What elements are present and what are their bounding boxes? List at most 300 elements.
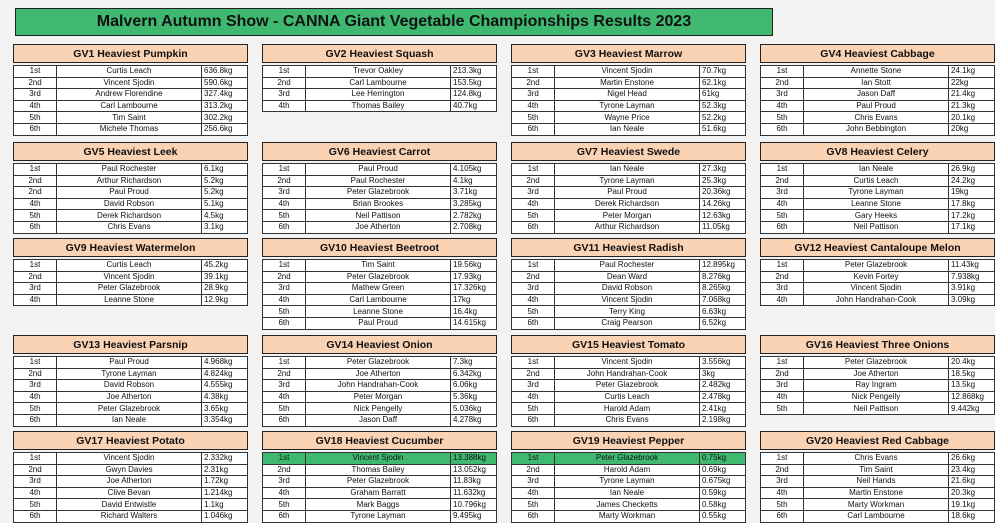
result-weight: 22kg — [949, 77, 995, 89]
result-place: 2nd — [14, 464, 57, 476]
result-row — [14, 476, 248, 488]
results-table — [13, 356, 248, 427]
result-place: 5th — [14, 403, 57, 415]
result-weight: 3.285kg — [451, 198, 497, 210]
result-name: James Checketts — [555, 499, 700, 511]
result-row — [14, 66, 248, 78]
result-weight: 10.796kg — [451, 499, 497, 511]
result-weight: 13.388kg — [451, 453, 497, 465]
result-weight: 18.5kg — [949, 368, 995, 380]
result-name: Trevor Oakley — [306, 66, 451, 78]
result-weight: 17.93kg — [451, 271, 497, 283]
result-weight: 51.6kg — [700, 123, 746, 135]
results-table — [262, 65, 497, 112]
result-name: Jason Daff — [306, 414, 451, 426]
result-weight: 4.278kg — [451, 414, 497, 426]
results-table — [13, 259, 248, 306]
result-row — [14, 414, 248, 426]
page-title: Malvern Autumn Show - CANNA Giant Vegetable Championships Results 2023 — [15, 8, 773, 36]
category-block — [262, 238, 497, 330]
result-place: 6th — [14, 221, 57, 233]
result-weight: 52.2kg — [700, 112, 746, 124]
result-place: 3rd — [263, 187, 306, 199]
result-row — [512, 175, 746, 187]
result-weight: 1.72kg — [202, 476, 248, 488]
result-name: Brian Brookes — [306, 198, 451, 210]
result-name: Peter Glazebrook — [306, 476, 451, 488]
result-weight: 20.4kg — [949, 357, 995, 369]
result-weight: 213.3kg — [451, 66, 497, 78]
result-place: 6th — [263, 221, 306, 233]
result-place: 5th — [512, 403, 555, 415]
result-name: Jason Daff — [804, 89, 949, 101]
result-weight: 636.8kg — [202, 66, 248, 78]
category-title: GV7 Heaviest Swede — [511, 142, 746, 161]
result-place: 4th — [14, 487, 57, 499]
result-weight: 7.068kg — [700, 294, 746, 306]
result-place: 4th — [512, 100, 555, 112]
result-row — [512, 271, 746, 283]
result-row — [263, 210, 497, 222]
result-row — [263, 271, 497, 283]
result-name: Tim Saint — [804, 464, 949, 476]
result-place: 4th — [263, 100, 306, 112]
result-name: Ian Neale — [804, 164, 949, 176]
result-weight: 2.708kg — [451, 221, 497, 233]
result-place: 4th — [761, 487, 804, 499]
result-name: Carl Lambourne — [306, 294, 451, 306]
category-title: GV6 Heaviest Carrot — [262, 142, 497, 161]
result-row — [761, 499, 995, 511]
result-place: 5th — [512, 306, 555, 318]
result-place: 1st — [512, 66, 555, 78]
result-place: 3rd — [512, 380, 555, 392]
result-row — [512, 476, 746, 488]
result-row — [14, 368, 248, 380]
result-name: Martin Enstone — [804, 487, 949, 499]
result-place: 6th — [263, 414, 306, 426]
result-place: 5th — [761, 210, 804, 222]
result-row — [14, 260, 248, 272]
result-name: Vincent Sjodin — [57, 271, 202, 283]
result-weight: 14.615kg — [451, 317, 497, 329]
result-place: 2nd — [14, 77, 57, 89]
result-name: Peter Glazebrook — [306, 357, 451, 369]
result-row — [14, 464, 248, 476]
result-row — [14, 100, 248, 112]
result-weight: 4.105kg — [451, 164, 497, 176]
category-title: GV16 Heaviest Three Onions — [760, 335, 995, 354]
result-row — [14, 175, 248, 187]
result-row — [761, 175, 995, 187]
result-row — [14, 112, 248, 124]
result-row — [761, 112, 995, 124]
result-row — [761, 210, 995, 222]
result-row — [14, 283, 248, 295]
result-row — [512, 306, 746, 318]
category-block — [262, 431, 497, 523]
result-row — [263, 100, 497, 112]
result-weight: 5.036kg — [451, 403, 497, 415]
result-row — [761, 294, 995, 306]
result-weight: 19kg — [949, 187, 995, 199]
result-place: 1st — [14, 66, 57, 78]
result-name: Ray Ingram — [804, 380, 949, 392]
result-row — [512, 77, 746, 89]
result-weight: 313.2kg — [202, 100, 248, 112]
result-place: 1st — [512, 260, 555, 272]
result-row — [512, 464, 746, 476]
result-weight: 11.83kg — [451, 476, 497, 488]
result-place: 1st — [512, 357, 555, 369]
category-block — [13, 238, 248, 306]
result-name: Joe Atherton — [804, 368, 949, 380]
result-weight: 0.59kg — [700, 487, 746, 499]
result-row — [761, 487, 995, 499]
result-place: 2nd — [512, 368, 555, 380]
result-name: Leanne Stone — [57, 294, 202, 306]
result-place: 1st — [512, 453, 555, 465]
result-weight: 4.968kg — [202, 357, 248, 369]
result-weight: 12.9kg — [202, 294, 248, 306]
results-table — [262, 356, 497, 427]
result-name: Tim Saint — [306, 260, 451, 272]
result-place: 3rd — [14, 476, 57, 488]
result-row — [263, 510, 497, 522]
result-row — [263, 89, 497, 101]
result-row — [512, 294, 746, 306]
category-block — [262, 142, 497, 234]
result-name: Paul Proud — [306, 317, 451, 329]
result-name: Martin Enstone — [555, 77, 700, 89]
result-name: Paul Proud — [57, 187, 202, 199]
result-place: 1st — [14, 357, 57, 369]
result-place: 4th — [14, 391, 57, 403]
result-name: Tyrone Layman — [555, 476, 700, 488]
result-row — [14, 391, 248, 403]
results-table — [760, 452, 995, 523]
result-place: 2nd — [761, 77, 804, 89]
result-weight: 6.52kg — [700, 317, 746, 329]
result-row — [14, 403, 248, 415]
result-weight: 3.71kg — [451, 187, 497, 199]
category-title: GV10 Heaviest Beetroot — [262, 238, 497, 257]
result-name: Neil Hands — [804, 476, 949, 488]
result-row — [761, 100, 995, 112]
category-title: GV4 Heaviest Cabbage — [760, 44, 995, 63]
result-weight: 18.6kg — [949, 510, 995, 522]
result-place: 3rd — [14, 380, 57, 392]
result-row — [263, 464, 497, 476]
result-weight: 3.1kg — [202, 221, 248, 233]
result-row — [14, 198, 248, 210]
result-row — [14, 123, 248, 135]
result-name: Nick Pengelly — [804, 391, 949, 403]
result-place: 4th — [512, 391, 555, 403]
category-block — [760, 335, 995, 415]
result-weight: 23.4kg — [949, 464, 995, 476]
result-row — [14, 271, 248, 283]
result-weight: 24.1kg — [949, 66, 995, 78]
result-name: Vincent Sjodin — [306, 453, 451, 465]
result-name: John Handrahan-Cook — [555, 368, 700, 380]
result-name: Vincent Sjodin — [57, 77, 202, 89]
result-weight: 17.326kg — [451, 283, 497, 295]
result-name: Tim Saint — [57, 112, 202, 124]
result-name: Michele Thomas — [57, 123, 202, 135]
result-name: Marty Workman — [804, 499, 949, 511]
result-weight: 45.2kg — [202, 260, 248, 272]
category-block — [511, 238, 746, 330]
result-weight: 24.2kg — [949, 175, 995, 187]
result-name: Carl Lambourne — [57, 100, 202, 112]
result-place: 6th — [512, 317, 555, 329]
result-weight: 1.1kg — [202, 499, 248, 511]
result-weight: 7.938kg — [949, 271, 995, 283]
result-place: 5th — [263, 306, 306, 318]
result-name: Joe Atherton — [306, 368, 451, 380]
category-block — [13, 431, 248, 523]
category-title: GV14 Heaviest Onion — [262, 335, 497, 354]
result-name: Arthur Richardson — [555, 221, 700, 233]
result-place: 3rd — [14, 283, 57, 295]
result-weight: 39.1kg — [202, 271, 248, 283]
result-row — [512, 487, 746, 499]
result-row — [263, 357, 497, 369]
result-place: 3rd — [263, 283, 306, 295]
result-name: David Robson — [555, 283, 700, 295]
result-place: 4th — [14, 100, 57, 112]
result-name: Ian Stott — [804, 77, 949, 89]
result-weight: 2.198kg — [700, 414, 746, 426]
result-name: Vincent Sjodin — [555, 357, 700, 369]
result-place: 2nd — [263, 77, 306, 89]
result-place: 2nd — [14, 271, 57, 283]
result-row — [14, 187, 248, 199]
result-name: Peter Morgan — [306, 391, 451, 403]
result-name: Ian Neale — [555, 123, 700, 135]
result-weight: 11.43kg — [949, 260, 995, 272]
result-row — [761, 380, 995, 392]
result-name: Nigel Head — [555, 89, 700, 101]
result-row — [761, 453, 995, 465]
result-row — [512, 414, 746, 426]
result-weight: 5.1kg — [202, 198, 248, 210]
result-place: 2nd — [512, 77, 555, 89]
result-place: 5th — [761, 403, 804, 415]
result-place: 2nd — [512, 271, 555, 283]
result-row — [14, 294, 248, 306]
result-place: 1st — [263, 66, 306, 78]
results-table — [511, 65, 746, 136]
result-place: 1st — [512, 164, 555, 176]
result-place: 3rd — [761, 187, 804, 199]
results-table — [511, 163, 746, 234]
result-place: 2nd — [263, 464, 306, 476]
result-weight: 1.046kg — [202, 510, 248, 522]
category-title: GV5 Heaviest Leek — [13, 142, 248, 161]
result-place: 3rd — [761, 476, 804, 488]
result-row — [512, 391, 746, 403]
result-name: Neil Pattison — [804, 403, 949, 415]
result-row — [761, 510, 995, 522]
result-name: Joe Atherton — [57, 476, 202, 488]
result-name: Tyrone Layman — [555, 100, 700, 112]
result-place: 1st — [761, 260, 804, 272]
result-row — [761, 89, 995, 101]
result-place: 3rd — [14, 89, 57, 101]
result-row — [263, 403, 497, 415]
result-row — [14, 221, 248, 233]
result-row — [512, 100, 746, 112]
result-weight: 3.65kg — [202, 403, 248, 415]
result-weight: 13.5kg — [949, 380, 995, 392]
result-row — [761, 283, 995, 295]
result-weight: 124.8kg — [451, 89, 497, 101]
result-weight: 11.05kg — [700, 221, 746, 233]
result-row — [761, 476, 995, 488]
category-title: GV13 Heaviest Parsnip — [13, 335, 248, 354]
result-weight: 14.26kg — [700, 198, 746, 210]
result-name: Peter Glazebrook — [306, 187, 451, 199]
result-name: Peter Glazebrook — [306, 271, 451, 283]
result-weight: 16.4kg — [451, 306, 497, 318]
category-title: GV3 Heaviest Marrow — [511, 44, 746, 63]
result-weight: 40.7kg — [451, 100, 497, 112]
result-row — [263, 499, 497, 511]
result-weight: 19.1kg — [949, 499, 995, 511]
result-name: Joe Atherton — [306, 221, 451, 233]
result-name: Paul Proud — [57, 357, 202, 369]
result-weight: 27.3kg — [700, 164, 746, 176]
result-weight: 17kg — [451, 294, 497, 306]
result-row — [761, 164, 995, 176]
result-weight: 26.6kg — [949, 453, 995, 465]
results-table — [13, 65, 248, 136]
category-title: GV11 Heaviest Radish — [511, 238, 746, 257]
category-title: GV17 Heaviest Potato — [13, 431, 248, 450]
result-name: David Robson — [57, 198, 202, 210]
result-place: 4th — [761, 391, 804, 403]
result-name: Chris Evans — [555, 414, 700, 426]
result-row — [263, 453, 497, 465]
result-row — [761, 403, 995, 415]
result-place: 3rd — [263, 89, 306, 101]
result-row — [14, 499, 248, 511]
result-row — [512, 210, 746, 222]
result-place: 6th — [761, 221, 804, 233]
results-table — [511, 259, 746, 330]
result-name: Tyrone Layman — [306, 510, 451, 522]
result-name: Derek Richardson — [555, 198, 700, 210]
result-place: 5th — [512, 210, 555, 222]
result-weight: 21.6kg — [949, 476, 995, 488]
result-weight: 28.9kg — [202, 283, 248, 295]
result-place: 2nd — [761, 368, 804, 380]
result-name: Neil Pattison — [306, 210, 451, 222]
result-weight: 17.8kg — [949, 198, 995, 210]
result-place: 5th — [761, 112, 804, 124]
category-title: GV1 Heaviest Pumpkin — [13, 44, 248, 63]
results-table — [262, 163, 497, 234]
result-place: 4th — [512, 487, 555, 499]
category-block — [760, 238, 995, 306]
results-table — [262, 259, 497, 330]
result-name: Tyrone Layman — [555, 175, 700, 187]
result-weight: 20.36kg — [700, 187, 746, 199]
result-weight: 52.3kg — [700, 100, 746, 112]
result-place: 2nd — [14, 187, 57, 199]
result-place: 6th — [761, 510, 804, 522]
result-place: 2nd — [263, 271, 306, 283]
result-weight: 26.9kg — [949, 164, 995, 176]
category-block — [760, 142, 995, 234]
result-weight: 17.2kg — [949, 210, 995, 222]
result-weight: 3.09kg — [949, 294, 995, 306]
result-name: Andrew Florendine — [57, 89, 202, 101]
result-row — [761, 464, 995, 476]
result-name: Thomas Bailey — [306, 464, 451, 476]
result-weight: 20.3kg — [949, 487, 995, 499]
result-place: 5th — [263, 499, 306, 511]
result-row — [512, 164, 746, 176]
result-row — [512, 499, 746, 511]
result-name: John Bebbington — [804, 123, 949, 135]
result-weight: 12.868kg — [949, 391, 995, 403]
result-name: Paul Rochester — [57, 164, 202, 176]
result-weight: 11.632kg — [451, 487, 497, 499]
result-place: 2nd — [263, 368, 306, 380]
result-name: Neil Pattison — [804, 221, 949, 233]
result-weight: 4.38kg — [202, 391, 248, 403]
result-weight: 5.2kg — [202, 175, 248, 187]
result-place: 1st — [14, 453, 57, 465]
result-row — [512, 89, 746, 101]
result-weight: 4.555kg — [202, 380, 248, 392]
result-weight: 5.36kg — [451, 391, 497, 403]
result-name: Chris Evans — [804, 453, 949, 465]
result-name: Gary Heeks — [804, 210, 949, 222]
result-weight: 21.4kg — [949, 89, 995, 101]
result-place: 1st — [761, 66, 804, 78]
result-row — [263, 283, 497, 295]
result-row — [263, 487, 497, 499]
result-row — [761, 198, 995, 210]
result-place: 3rd — [263, 380, 306, 392]
result-name: Carl Lambourne — [306, 77, 451, 89]
result-weight: 12.63kg — [700, 210, 746, 222]
result-place: 2nd — [14, 368, 57, 380]
result-name: Peter Glazebrook — [555, 380, 700, 392]
result-weight: 62.1kg — [700, 77, 746, 89]
result-row — [263, 306, 497, 318]
result-place: 6th — [512, 510, 555, 522]
result-name: Ian Neale — [555, 164, 700, 176]
result-row — [263, 260, 497, 272]
result-weight: 9.495kg — [451, 510, 497, 522]
results-table — [760, 356, 995, 415]
result-row — [263, 175, 497, 187]
category-block — [760, 44, 995, 136]
result-row — [263, 317, 497, 329]
category-block — [13, 142, 248, 234]
result-place: 3rd — [761, 283, 804, 295]
result-row — [263, 164, 497, 176]
result-name: Curtis Leach — [555, 391, 700, 403]
result-place: 2nd — [761, 271, 804, 283]
result-weight: 3.556kg — [700, 357, 746, 369]
result-place: 6th — [512, 221, 555, 233]
